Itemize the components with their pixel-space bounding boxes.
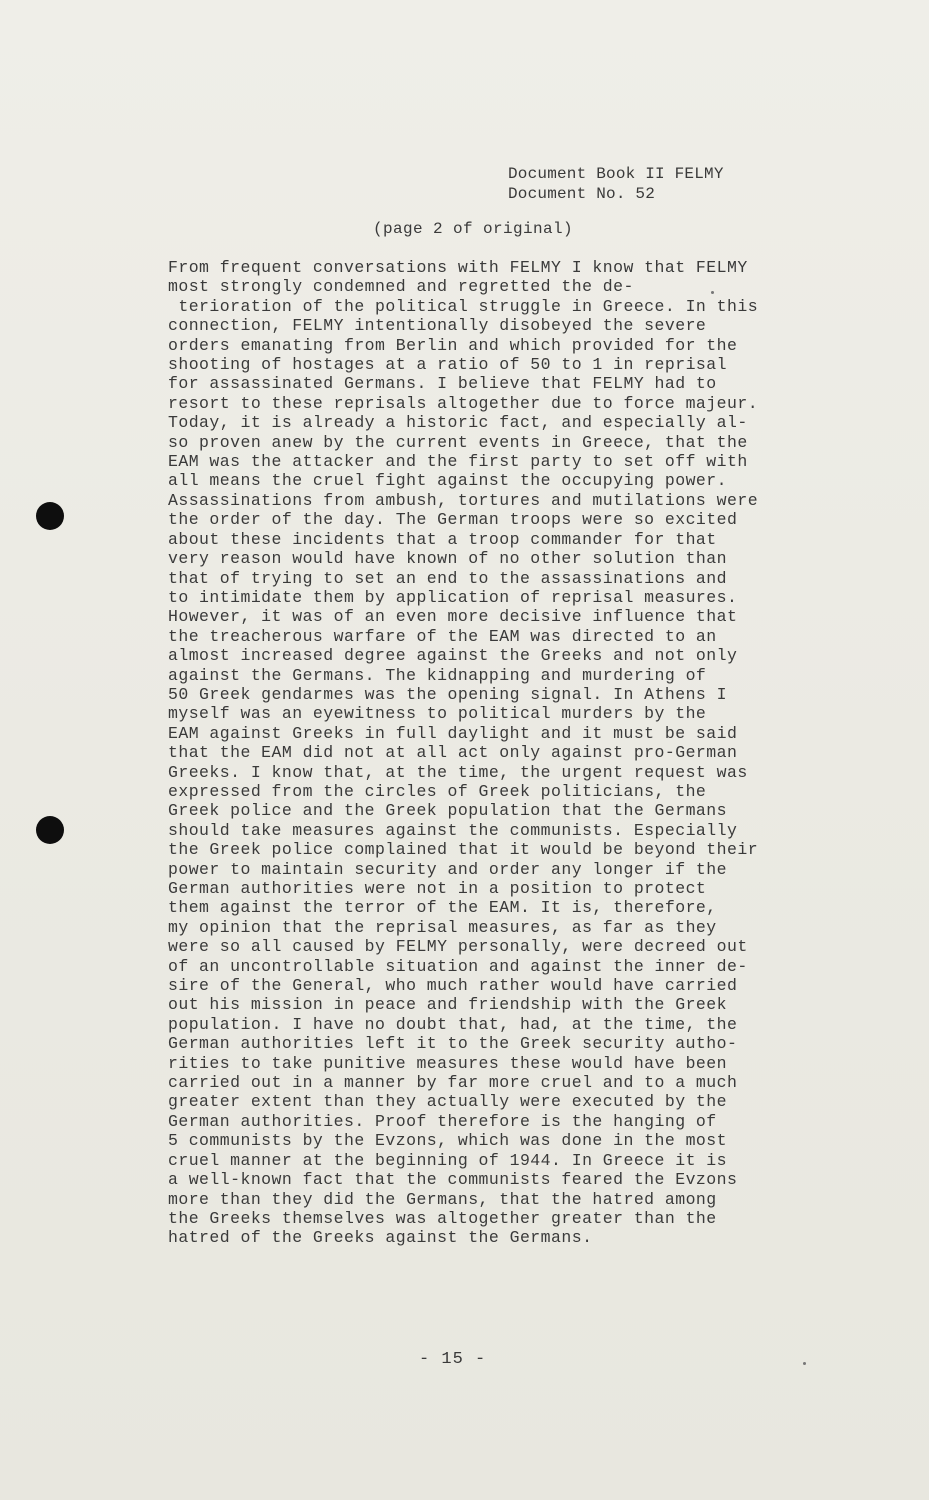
body-line: about these incidents that a troop commander for that [168,529,717,549]
body-line: terioration of the political struggle in Greece. In this [168,296,759,316]
body-line: most strongly condemned and regretted the de- [168,277,634,297]
body-line: connection, FELMY intentionally disobeyed the severe [168,316,707,336]
body-line: 50 Greek gendarmes was the opening signal. In Athens I [168,684,727,704]
body-line: myself was an eyewitness to political murders by the [168,704,707,724]
body-line: power to maintain security and order any longer if the [168,859,727,879]
body-line: carried out in a manner by far more cruel and to a much [168,1073,738,1093]
paper-speck [711,291,714,294]
document-book-line: Document Book II FELMY [508,165,724,183]
body-line: Today, it is already a historic fact, and especially al- [168,413,748,433]
punch-hole [36,502,64,530]
body-line: that the EAM did not at all act only against pro-German [168,743,738,763]
body-line: orders emanating from Berlin and which provided for the [168,335,738,355]
body-line: rities to take punitive measures these would have been [168,1053,727,1073]
body-line: resort to these reprisals altogether due to force majeur. [168,393,759,413]
body-line: more than they did the Germans, that the hatred among [168,1189,717,1209]
punch-hole [36,816,64,844]
body-line: shooting of hostages at a ratio of 50 to 1 in reprisal [168,355,727,375]
body-line: almost increased degree against the Greeks and not only [168,646,738,666]
body-line: cruel manner at the beginning of 1944. In Greece it is [168,1150,727,1170]
body-line: the order of the day. The German troops were so excited [168,510,738,530]
body-line: should take measures against the communists. Especially [168,820,738,840]
body-line: From frequent conversations with FELMY I know that FELMY [168,258,748,277]
page-number: - 15 - [419,1350,487,1369]
body-line: of an uncontrollable situation and against the inner de- [168,956,748,976]
body-line: EAM against Greeks in full daylight and it must be said [168,723,738,743]
body-line: Greek police and the Greek population that the Germans [168,801,727,821]
body-line: all means the cruel fight against the occupying power. [168,471,727,491]
body-line: out his mission in peace and friendship with the Greek [168,995,727,1015]
document-number-line: Document No. 52 [508,185,656,203]
body-line: 5 communists by the Evzons, which was done in the most [168,1131,727,1151]
body-line: that of trying to set an end to the assassinations and [168,568,727,588]
body-line: a well-known fact that the communists feared the Evzons [168,1170,738,1190]
body-line: Greeks. I know that, at the time, the urgent request was [168,762,748,782]
document-header [508,164,724,204]
body-line: the Greeks themselves was altogether greater than the [168,1208,717,1228]
body-line: were so all caused by FELMY personally, were decreed out [168,937,748,957]
body-line: German authorities. Proof therefore is the hanging of [168,1111,717,1131]
body-line: very reason would have known of no other solution than [168,549,727,569]
paper-speck [803,1362,806,1365]
body-line: the treacherous warfare of the EAM was directed to an [168,626,717,646]
body-line: population. I have no doubt that, had, at the time, the [168,1014,738,1034]
body-line: hatred of the Greeks against the Germans. [168,1228,593,1248]
page-of-original-note: (page 2 of original) [373,220,574,238]
body-line: expressed from the circles of Greek politicians, the [168,781,707,801]
body-line: However, it was of an even more decisive influence that [168,607,738,627]
body-line: EAM was the attacker and the first party to set off with [168,452,748,472]
body-line: to intimidate them by application of reprisal measures. [168,587,738,607]
body-line: my opinion that the reprisal measures, as far as they [168,917,717,937]
body-line: for assassinated Germans. I believe that FELMY had to [168,374,717,394]
body-line: German authorities left it to the Greek security autho- [168,1034,738,1054]
body-line: sire of the General, who much rather would have carried [168,976,738,996]
body-line: against the Germans. The kidnapping and murdering of [168,665,707,685]
body-line: so proven anew by the current events in Greece, that the [168,432,748,452]
body-text [168,258,838,1248]
body-line: German authorities were not in a position to protect [168,879,707,898]
body-line: greater extent than they actually were executed by the [168,1092,727,1112]
body-line: Assassinations from ambush, tortures and mutilations were [168,490,759,510]
body-line: the Greek police complained that it would be beyond their [168,840,759,860]
body-line: them against the terror of the EAM. It is, therefore, [168,898,717,918]
